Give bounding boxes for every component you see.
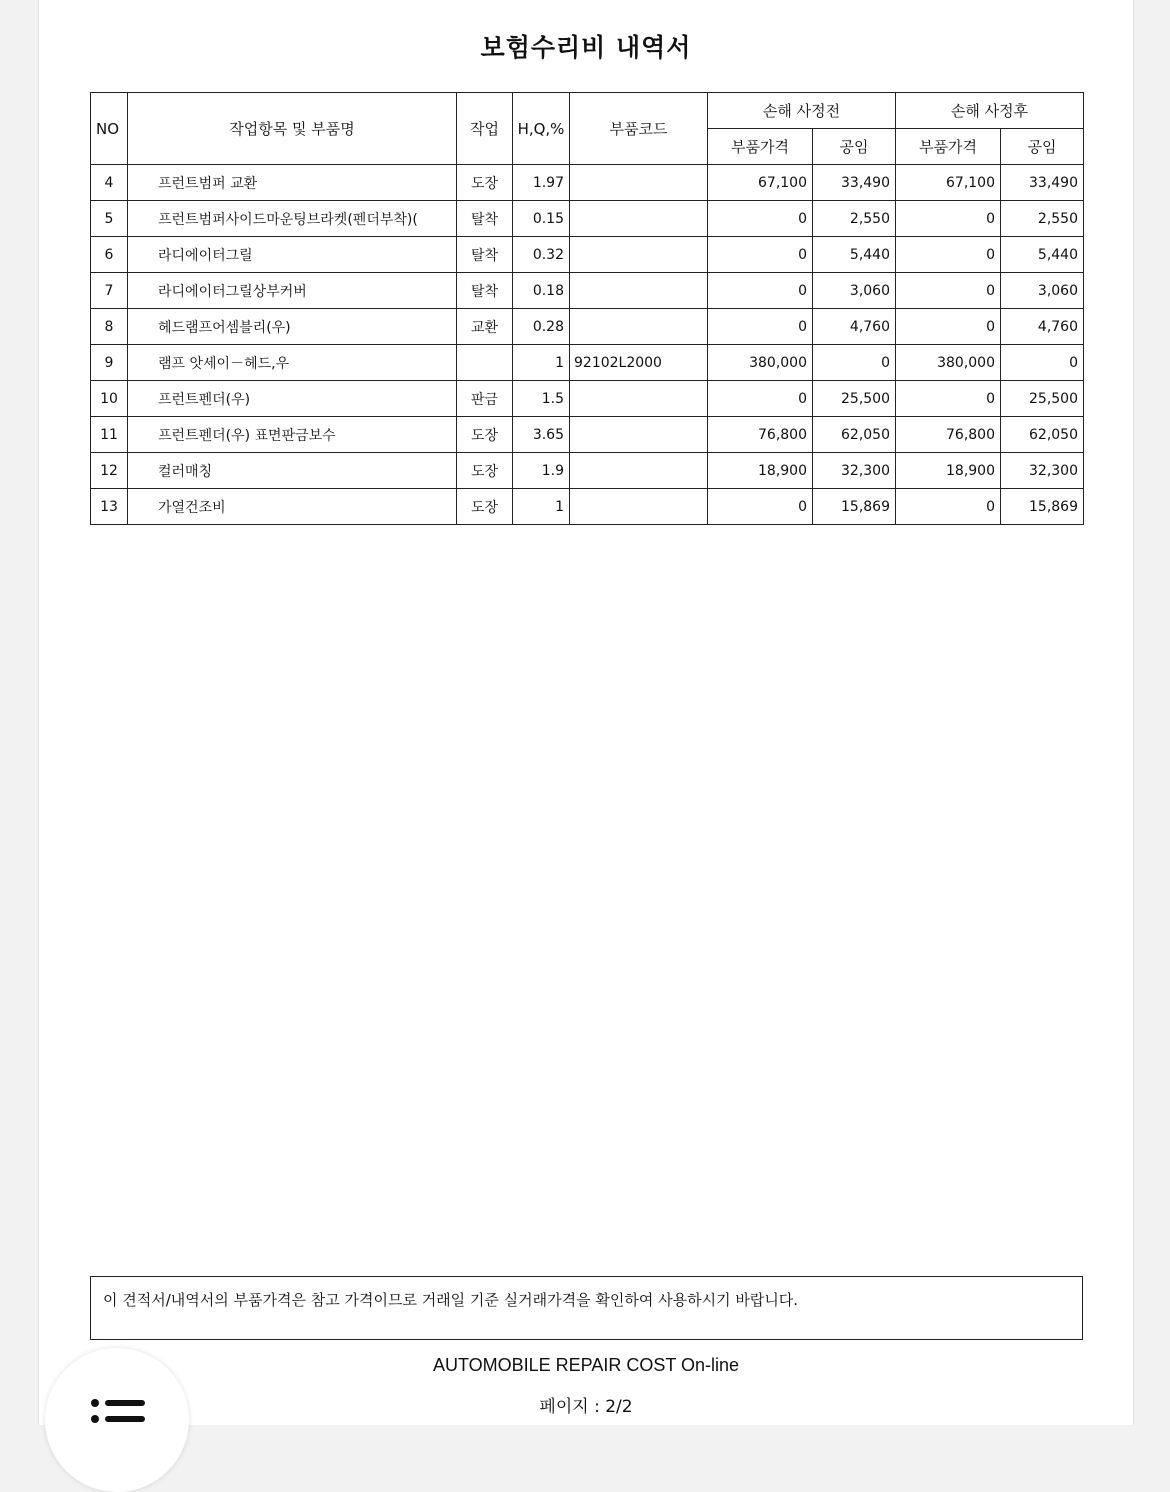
cell-al: 0 <box>1001 345 1084 381</box>
header-work: 작업 <box>457 93 513 165</box>
cell-bp: 0 <box>708 201 813 237</box>
document-page <box>38 0 1134 1425</box>
cell-hq: 1 <box>513 489 570 525</box>
cell-work: 판금 <box>457 381 513 417</box>
table-row <box>91 201 1084 237</box>
cell-work: 탈착 <box>457 273 513 309</box>
cell-ap: 76,800 <box>896 417 1001 453</box>
cell-item: 램프 앗세이－헤드,우 <box>128 345 457 381</box>
cell-no: 7 <box>91 273 128 309</box>
cell-bp: 18,900 <box>708 453 813 489</box>
header-code: 부품코드 <box>570 93 708 165</box>
header-after: 손해 사정후 <box>896 93 1084 129</box>
footer-brand: AUTOMOBILE REPAIR COST On-line <box>432 1355 740 1375</box>
table-row <box>91 417 1084 453</box>
cell-bl: 4,760 <box>813 309 896 345</box>
header-no: NO <box>91 93 128 165</box>
cell-bl: 2,550 <box>813 201 896 237</box>
cell-al: 33,490 <box>1001 165 1084 201</box>
cell-al: 2,550 <box>1001 201 1084 237</box>
cell-no: 8 <box>91 309 128 345</box>
cell-code <box>570 237 708 273</box>
cell-al: 32,300 <box>1001 453 1084 489</box>
page-title: 보험수리비 내역서 <box>480 33 692 62</box>
cell-item: 컬러매칭 <box>128 453 457 489</box>
cell-code <box>570 201 708 237</box>
cell-item: 라디에이터그릴상부커버 <box>128 273 457 309</box>
menu-fab-button[interactable] <box>45 1348 189 1492</box>
cell-bp: 76,800 <box>708 417 813 453</box>
cell-code <box>570 165 708 201</box>
table-row <box>91 273 1084 309</box>
cell-code <box>570 273 708 309</box>
cell-bp: 0 <box>708 237 813 273</box>
cell-item: 헤드램프어셈블리(우) <box>128 309 457 345</box>
cell-ap: 67,100 <box>896 165 1001 201</box>
cell-bl: 3,060 <box>813 273 896 309</box>
cell-item: 프런트범퍼사이드마운팅브라켓(펜더부착)( <box>128 201 457 237</box>
header-before-labor: 공임 <box>813 129 896 165</box>
disclaimer-box <box>90 1276 1083 1340</box>
cell-bl: 15,869 <box>813 489 896 525</box>
cell-no: 11 <box>91 417 128 453</box>
cell-item: 프런트펜더(우) <box>128 381 457 417</box>
cell-al: 5,440 <box>1001 237 1084 273</box>
cell-hq: 1.5 <box>513 381 570 417</box>
cell-hq: 1.97 <box>513 165 570 201</box>
header-after-parts: 부품가격 <box>896 129 1001 165</box>
cell-hq: 1.9 <box>513 453 570 489</box>
cell-hq: 0.32 <box>513 237 570 273</box>
cell-hq: 0.15 <box>513 201 570 237</box>
cell-bp: 67,100 <box>708 165 813 201</box>
cell-ap: 0 <box>896 273 1001 309</box>
cell-bp: 0 <box>708 489 813 525</box>
cell-item: 프런트펜더(우) 표면판금보수 <box>128 417 457 453</box>
table-row <box>91 345 1084 381</box>
header-item: 작업항목 및 부품명 <box>128 93 457 165</box>
table-row <box>91 237 1084 273</box>
cell-item: 라디에이터그릴 <box>128 237 457 273</box>
cell-hq: 3.65 <box>513 417 570 453</box>
cell-ap: 380,000 <box>896 345 1001 381</box>
header-hq: H,Q,% <box>513 93 570 165</box>
cell-work: 도장 <box>457 453 513 489</box>
cell-work <box>457 345 513 381</box>
cell-bl: 33,490 <box>813 165 896 201</box>
cell-hq: 0.28 <box>513 309 570 345</box>
cell-bl: 5,440 <box>813 237 896 273</box>
cell-no: 10 <box>91 381 128 417</box>
cell-no: 12 <box>91 453 128 489</box>
cell-al: 3,060 <box>1001 273 1084 309</box>
cell-ap: 0 <box>896 201 1001 237</box>
cell-ap: 0 <box>896 237 1001 273</box>
cell-al: 4,760 <box>1001 309 1084 345</box>
header-after-labor: 공임 <box>1001 129 1084 165</box>
cell-code <box>570 453 708 489</box>
cell-al: 62,050 <box>1001 417 1084 453</box>
cell-bp: 0 <box>708 309 813 345</box>
cell-bp: 0 <box>708 273 813 309</box>
cell-code: 92102L2000 <box>570 345 708 381</box>
disclaimer-text: 이 견적서/내역서의 부품가격은 참고 가격이므로 거래일 기준 실거래가격을 확인하여 사용하시기 바랍니다. <box>103 1291 799 1309</box>
cell-bp: 380,000 <box>708 345 813 381</box>
cell-no: 9 <box>91 345 128 381</box>
table-row <box>91 309 1084 345</box>
repair-cost-table <box>90 92 1084 525</box>
cell-work: 교환 <box>457 309 513 345</box>
cell-no: 13 <box>91 489 128 525</box>
cell-hq: 0.18 <box>513 273 570 309</box>
cell-bl: 0 <box>813 345 896 381</box>
cell-work: 도장 <box>457 489 513 525</box>
table-row <box>91 381 1084 417</box>
cell-item: 프런트범퍼 교환 <box>128 165 457 201</box>
cell-ap: 0 <box>896 381 1001 417</box>
cell-bl: 32,300 <box>813 453 896 489</box>
cell-bl: 62,050 <box>813 417 896 453</box>
cell-code <box>570 417 708 453</box>
cell-work: 탈착 <box>457 237 513 273</box>
cell-ap: 0 <box>896 309 1001 345</box>
table-row <box>91 489 1084 525</box>
header-before-parts: 부품가격 <box>708 129 813 165</box>
cell-work: 도장 <box>457 417 513 453</box>
cell-code <box>570 309 708 345</box>
cell-ap: 18,900 <box>896 453 1001 489</box>
cell-al: 15,869 <box>1001 489 1084 525</box>
cell-ap: 0 <box>896 489 1001 525</box>
cell-al: 25,500 <box>1001 381 1084 417</box>
cell-item: 가열건조비 <box>128 489 457 525</box>
header-before: 손해 사정전 <box>708 93 896 129</box>
table-row <box>91 165 1084 201</box>
cell-no: 4 <box>91 165 128 201</box>
cell-bl: 25,500 <box>813 381 896 417</box>
cell-code <box>570 381 708 417</box>
cell-work: 탈착 <box>457 201 513 237</box>
cell-code <box>570 489 708 525</box>
cell-bp: 0 <box>708 381 813 417</box>
cell-work: 도장 <box>457 165 513 201</box>
cell-no: 5 <box>91 201 128 237</box>
cell-no: 6 <box>91 237 128 273</box>
page-number: 페이지 : 2/2 <box>539 1397 633 1417</box>
cell-hq: 1 <box>513 345 570 381</box>
table-row <box>91 453 1084 489</box>
